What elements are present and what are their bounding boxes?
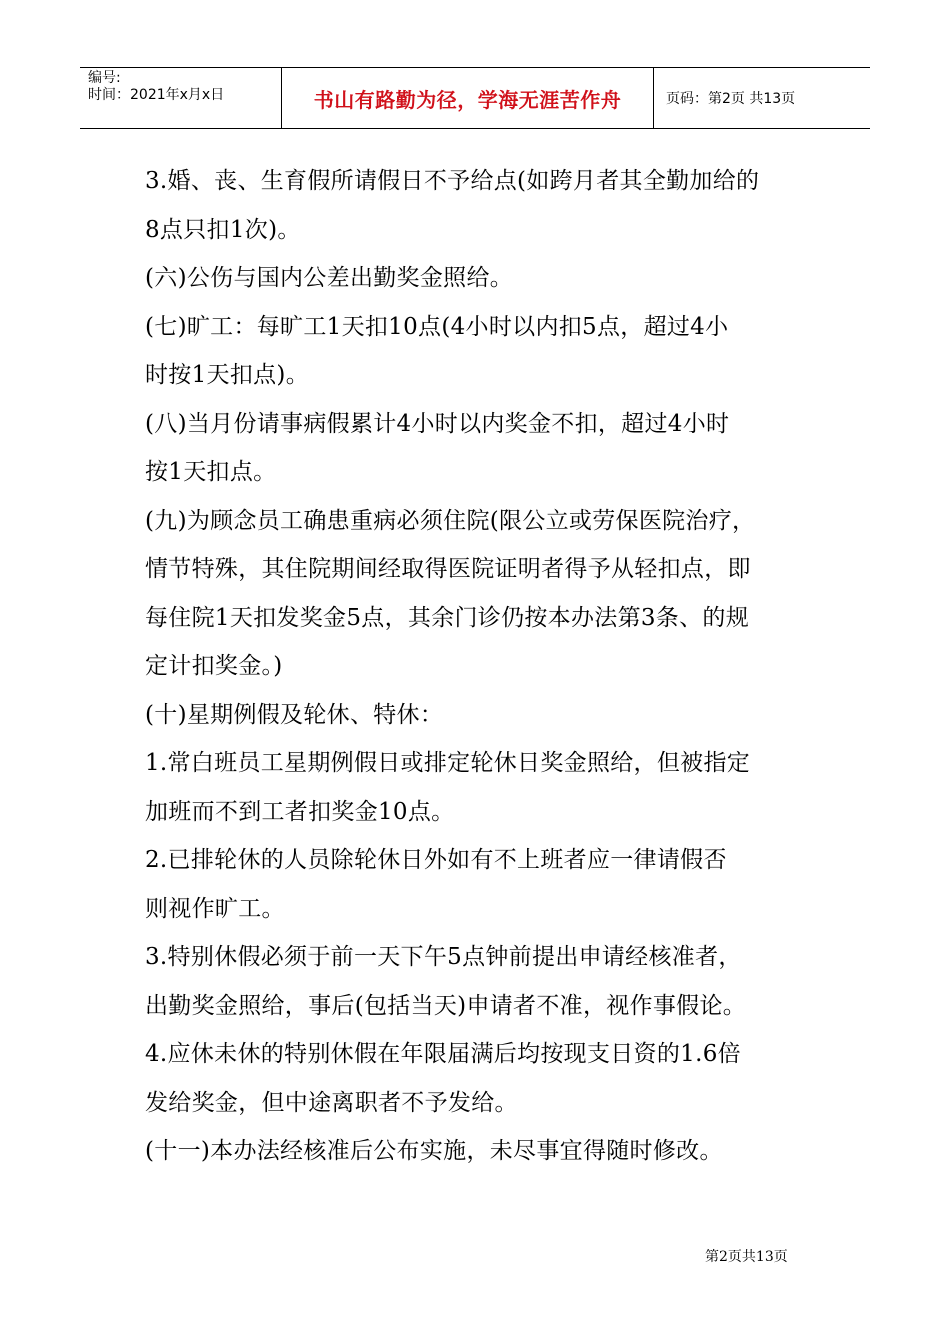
header-page-cell <box>654 68 870 128</box>
header-page-info: 页码：第2页 共13页 <box>666 91 796 107</box>
document-date-label: 时间：2021年x月x日 <box>88 87 225 103</box>
header-motto: 书山有路勤为径，学海无涯苦作舟 <box>313 87 622 112</box>
page-header <box>80 67 870 129</box>
footer-page-number: 第2页共13页 <box>705 1249 788 1265</box>
header-meta-cell <box>80 68 282 128</box>
body-line: 1.常白班员工星期例假日或排定轮休日奖金照给，但被指定 <box>145 750 751 776</box>
body-line: 3.特别休假必须于前一天下午5点钟前提出申请经核准者， <box>145 944 742 970</box>
body-line: 则视作旷工。 <box>145 895 285 922</box>
body-line: 3.婚、丧、生育假所请假日不予给点(如跨月者其全勤加给的 <box>145 168 760 194</box>
body-line: 8点只扣1次)。 <box>145 216 301 243</box>
document-number-label: 编号: <box>88 70 121 86</box>
body-line: 按1天扣点。 <box>145 459 277 485</box>
body-line: (十)星期例假及轮休、特休： <box>145 701 444 728</box>
body-line: 每住院1天扣发奖金5点，其余门诊仍按本办法第3条、的规 <box>145 604 749 631</box>
body-line: 2.已排轮休的人员除轮休日外如有不上班者应一律请假否 <box>145 847 727 873</box>
body-line: 定计扣奖金。) <box>145 653 283 679</box>
header-motto-cell <box>282 68 654 128</box>
body-line: 时按1天扣点)。 <box>145 362 310 388</box>
document-body <box>145 157 815 1176</box>
body-line: 情节特殊，其住院期间经取得医院证明者得予从轻扣点，即 <box>145 556 751 582</box>
body-line: 4.应休未休的特别休假在年限届满后均按现支日资的1.6倍 <box>145 1041 741 1067</box>
body-line: 发给奖金，但中途离职者不予发给。 <box>145 1089 518 1116</box>
body-line: (九)为顾念员工确患重病必须住院(限公立或劳保医院治疗， <box>145 507 756 534</box>
body-line: 出勤奖金照给，事后(包括当天)申请者不准，视作事假论。 <box>145 992 747 1019</box>
body-line: (十一)本办法经核准后公布实施，未尽事宜得随时修改。 <box>145 1138 723 1164</box>
page-footer <box>705 1246 788 1266</box>
body-line: (六)公伤与国内公差出勤奖金照给。 <box>145 265 514 291</box>
body-line: (七)旷工：每旷工1天扣10点(4小时以内扣5点，超过4小 <box>145 313 729 340</box>
body-line: 加班而不到工者扣奖金10点。 <box>145 798 455 825</box>
body-line: (八)当月份请事病假累计4小时以内奖金不扣，超过4小时 <box>145 410 730 437</box>
